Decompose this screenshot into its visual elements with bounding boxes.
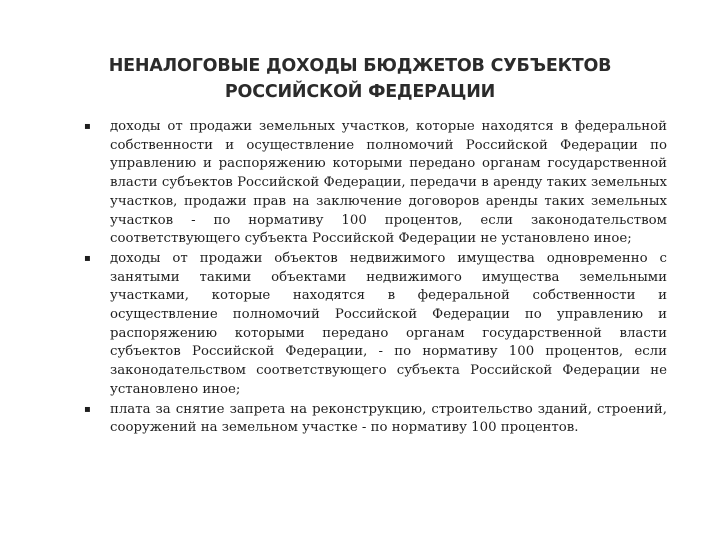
list-item [84,401,667,438]
list-item-text: доходы от продажи земельных участков, которые находятся в федеральной собственности и осуществление полномочий Российской Федерации по управлению и распоряжению которыми передано органам государственной власти субъектов Российской Федерации, передачи в аренду таких земельных участков, продажи прав на заключение договоров аренды таких земельных участков - по нормативу 100 процентов, если законодательством соответствующего субъекта Российской Федерации не установлено иное; [110,119,667,247]
list-item-text: доходы от продажи объектов недвижимого имущества одновременно с занятыми такими объектами недвижимого имущества земельными участками, которые находятся в федеральной собственности и осуществление полномочий Российской Федерации по управлению и распоряжению которыми передано органам государственной власти субъектов Российской Федерации, - по нормативу 100 процентов, если законодательством соответствующего субъекта Российской Федерации не установлено иное; [110,250,667,397]
bullet-icon: ▪ [84,403,91,415]
title-line-2: РОССИЙСКОЙ ФЕДЕРАЦИИ [224,81,496,102]
list-item [84,118,667,249]
bullet-icon: ▪ [84,252,91,264]
bullet-list [84,118,667,439]
list-item-text: плата за снятие запрета на реконструкцию, строительство зданий, строений, сооружений на земельном участке - по нормативу 100 процентов. [110,401,667,436]
slide-title [60,53,660,105]
title-line-1: НЕНАЛОГОВЫЕ ДОХОДЫ БЮДЖЕТОВ СУБЪЕКТОВ [108,55,612,76]
list-item [84,250,667,400]
bullet-icon: ▪ [84,121,91,132]
